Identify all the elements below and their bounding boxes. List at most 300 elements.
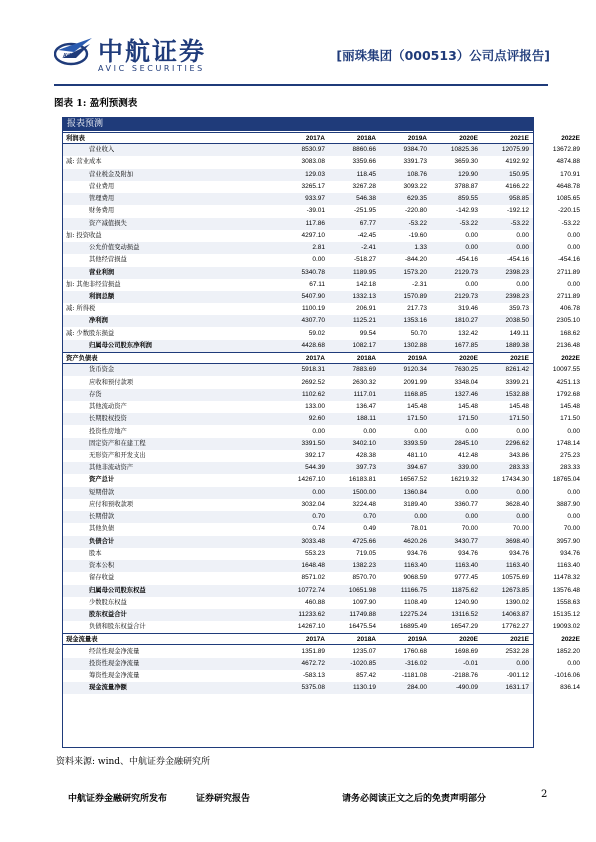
row-cell-2019A: 0.00 bbox=[414, 427, 427, 435]
row-cell-2020E: 0.00 bbox=[465, 513, 478, 521]
row-cell-2018A: 1235.07 bbox=[352, 647, 376, 655]
footer-publisher: 中航证券金融研究所发布 bbox=[68, 794, 168, 804]
row-cell-2018A: 1125.21 bbox=[352, 317, 376, 325]
row-cell-2019A: 4620.26 bbox=[403, 537, 427, 545]
row-cell-2019A: 9068.59 bbox=[403, 574, 427, 582]
row-cell-2019A: 0.00 bbox=[414, 513, 427, 521]
row-cell-2017A: 5340.78 bbox=[301, 268, 325, 276]
table-row bbox=[63, 340, 580, 352]
page-header bbox=[0, 0, 596, 92]
row-cell-2021E: -53.22 bbox=[510, 219, 529, 227]
table-row bbox=[63, 658, 580, 670]
table-title: 报表预测 bbox=[63, 118, 533, 131]
row-cell-2020E: 1698.69 bbox=[454, 647, 478, 655]
row-cell-2020E: 13116.52 bbox=[451, 610, 478, 618]
row-cell-2022E: 934.76 bbox=[560, 549, 580, 557]
table-row bbox=[63, 597, 580, 609]
table-section-header bbox=[63, 132, 580, 144]
row-cell-2017A: 1648.48 bbox=[301, 562, 325, 570]
row-cell-2022E: 1558.63 bbox=[556, 598, 580, 606]
row-cell-2022E: 2022E bbox=[561, 636, 580, 644]
row-cell-2020E: 70.00 bbox=[461, 525, 478, 533]
row-cell-2020E: 0.00 bbox=[465, 231, 478, 239]
row-cell-2017A: 5375.08 bbox=[301, 684, 325, 692]
row-cell-2017A: -583.13 bbox=[302, 672, 325, 680]
row-cell-2020E: 2845.10 bbox=[454, 439, 478, 447]
row-cell-2021E: 2021E bbox=[510, 355, 529, 363]
row-cell-2020E: 16219.32 bbox=[450, 476, 478, 484]
table-row bbox=[63, 267, 580, 279]
row-cell-2020E: 934.76 bbox=[458, 549, 478, 557]
row-cell-2019A: 629.35 bbox=[407, 195, 427, 203]
row-cell-2018A: 1082.17 bbox=[352, 341, 376, 349]
row-cell-2020E: -490.09 bbox=[455, 684, 478, 692]
row-cell-2021E: 0.00 bbox=[516, 513, 529, 521]
row-cell-2019A: -1181.08 bbox=[401, 672, 427, 680]
row-cell-2018A: 857.42 bbox=[356, 672, 376, 680]
row-label: 资产负债表 bbox=[66, 355, 98, 363]
row-label: 净利润 bbox=[89, 317, 108, 325]
avic-plane-logo-icon bbox=[54, 34, 94, 66]
row-cell-2020E: 319.46 bbox=[458, 305, 478, 313]
row-cell-2017A: 67.11 bbox=[309, 280, 325, 288]
table-row bbox=[63, 450, 580, 462]
row-cell-2020E: 0.00 bbox=[465, 427, 478, 435]
row-cell-2019A: 3189.40 bbox=[403, 500, 427, 508]
row-label: 其他经营损益 bbox=[89, 256, 127, 264]
row-cell-2020E: 129.90 bbox=[458, 170, 478, 178]
row-cell-2022E: 0.00 bbox=[567, 231, 580, 239]
row-cell-2022E: 1852.20 bbox=[556, 647, 580, 655]
row-cell-2022E: 145.48 bbox=[560, 403, 580, 411]
row-cell-2022E: 2711.89 bbox=[556, 268, 580, 276]
row-cell-2020E: 1240.90 bbox=[454, 598, 478, 606]
row-cell-2021E: 8261.42 bbox=[505, 366, 529, 374]
row-cell-2018A: 0.49 bbox=[363, 525, 376, 533]
row-label: 资本公积 bbox=[89, 562, 115, 570]
row-label: 应付和预收款项 bbox=[89, 500, 134, 508]
row-cell-2020E: 3348.04 bbox=[454, 378, 478, 386]
row-cell-2019A: 284.00 bbox=[407, 684, 427, 692]
row-cell-2019A: 2019A bbox=[407, 135, 427, 142]
row-cell-2021E: 171.50 bbox=[509, 415, 529, 423]
row-cell-2019A: -19.60 bbox=[408, 231, 427, 239]
row-cell-2017A: 92.60 bbox=[308, 415, 325, 423]
row-cell-2018A: 16183.81 bbox=[348, 476, 376, 484]
table-row bbox=[63, 377, 580, 389]
row-cell-2021E: 4166.22 bbox=[505, 182, 529, 190]
row-cell-2022E: 406.78 bbox=[560, 305, 580, 313]
row-cell-2022E: 4874.88 bbox=[556, 158, 580, 166]
row-label: 利润总额 bbox=[89, 292, 115, 300]
row-cell-2022E: 1085.65 bbox=[556, 195, 580, 203]
row-cell-2019A: 1760.68 bbox=[403, 647, 427, 655]
row-cell-2017A: 1100.19 bbox=[301, 305, 325, 313]
row-cell-2021E: 1390.02 bbox=[505, 598, 529, 606]
row-cell-2019A: 145.48 bbox=[407, 403, 427, 411]
row-cell-2017A: 2017A bbox=[305, 135, 325, 142]
table-row bbox=[63, 572, 580, 584]
table-row bbox=[63, 536, 580, 548]
table-row bbox=[63, 413, 580, 425]
row-cell-2017A: 933.97 bbox=[305, 195, 325, 203]
row-cell-2022E: 0.00 bbox=[567, 244, 580, 252]
row-label: 其他非流动资产 bbox=[89, 464, 134, 472]
row-cell-2022E: 70.00 bbox=[563, 525, 580, 533]
row-cell-2021E: 3628.40 bbox=[505, 500, 529, 508]
row-cell-2017A: 59.02 bbox=[308, 329, 325, 337]
row-label: 固定资产和在建工程 bbox=[89, 439, 146, 447]
table-row bbox=[63, 474, 580, 486]
row-cell-2021E: -454.16 bbox=[506, 256, 529, 264]
table-row bbox=[63, 218, 580, 230]
table-row bbox=[63, 144, 580, 156]
row-label: 利润表 bbox=[66, 135, 85, 142]
row-cell-2017A: 4672.72 bbox=[301, 659, 325, 667]
row-cell-2017A: 14267.10 bbox=[297, 476, 325, 484]
row-cell-2017A: 4428.68 bbox=[301, 341, 325, 349]
row-label: 负债和股东权益合计 bbox=[89, 623, 146, 631]
table-row bbox=[63, 487, 580, 499]
row-cell-2018A: 2018A bbox=[356, 355, 376, 363]
row-cell-2021E: -901.12 bbox=[506, 672, 529, 680]
table-row bbox=[63, 670, 580, 682]
row-cell-2017A: 544.39 bbox=[305, 464, 325, 472]
row-label: 留存收益 bbox=[89, 574, 115, 582]
row-label: 短期借款 bbox=[89, 488, 115, 496]
row-cell-2017A: 553.23 bbox=[305, 549, 325, 557]
row-cell-2022E: -1016.06 bbox=[554, 672, 580, 680]
row-cell-2018A: 1332.13 bbox=[352, 292, 376, 300]
row-cell-2019A: -220.80 bbox=[404, 207, 427, 215]
row-cell-2019A: 934.76 bbox=[407, 549, 427, 557]
row-cell-2019A: 1163.40 bbox=[403, 562, 427, 570]
row-cell-2021E: 17762.27 bbox=[501, 623, 529, 631]
row-label: 应收和预付款项 bbox=[89, 378, 134, 386]
row-cell-2021E: -192.12 bbox=[506, 207, 529, 215]
row-cell-2018A: 188.11 bbox=[356, 415, 376, 423]
table-row bbox=[63, 389, 580, 401]
table-row bbox=[63, 254, 580, 266]
row-cell-2021E: 12075.99 bbox=[501, 146, 529, 154]
row-cell-2018A: 1097.90 bbox=[352, 598, 376, 606]
row-cell-2021E: 149.11 bbox=[509, 329, 529, 337]
row-cell-2019A: 1573.20 bbox=[403, 268, 427, 276]
row-cell-2022E: 275.23 bbox=[560, 451, 580, 459]
row-cell-2018A: 0.00 bbox=[363, 427, 376, 435]
row-cell-2022E: 11478.32 bbox=[553, 574, 580, 582]
row-cell-2020E: 0.00 bbox=[465, 488, 478, 496]
table-section-header bbox=[63, 633, 580, 645]
row-cell-2019A: 2019A bbox=[407, 355, 427, 363]
row-cell-2022E: 1748.14 bbox=[556, 439, 580, 447]
row-cell-2018A: 11749.88 bbox=[349, 610, 376, 618]
row-cell-2021E: 3399.21 bbox=[505, 378, 529, 386]
row-label: 加: 投资收益 bbox=[66, 231, 102, 239]
row-cell-2019A: 12275.24 bbox=[399, 610, 427, 618]
row-cell-2017A: 14267.10 bbox=[297, 623, 325, 631]
row-cell-2020E: 339.00 bbox=[458, 464, 478, 472]
table-row bbox=[63, 315, 580, 327]
table-row bbox=[63, 169, 580, 181]
row-cell-2018A: 16475.54 bbox=[348, 623, 376, 631]
row-cell-2019A: 1108.49 bbox=[403, 598, 427, 606]
row-cell-2018A: 546.38 bbox=[356, 195, 376, 203]
row-cell-2017A: 8530.97 bbox=[301, 146, 325, 154]
row-cell-2021E: 0.00 bbox=[516, 231, 529, 239]
row-label: 其他流动资产 bbox=[89, 403, 127, 411]
row-cell-2018A: 1117.01 bbox=[353, 390, 376, 398]
row-label: 现金流量表 bbox=[66, 636, 98, 644]
row-cell-2020E: -2188.76 bbox=[452, 672, 478, 680]
row-cell-2022E: 2305.10 bbox=[556, 317, 580, 325]
row-cell-2017A: 2017A bbox=[305, 355, 325, 363]
row-cell-2022E: 0.00 bbox=[567, 659, 580, 667]
row-cell-2019A: 78.01 bbox=[410, 525, 427, 533]
row-cell-2020E: 3788.87 bbox=[454, 182, 478, 190]
row-label: 投资性房地产 bbox=[89, 427, 127, 435]
row-cell-2019A: 394.67 bbox=[407, 464, 427, 472]
row-cell-2018A: 136.47 bbox=[356, 403, 376, 411]
row-cell-2019A: 217.73 bbox=[407, 305, 427, 313]
row-cell-2020E: 1163.40 bbox=[454, 562, 478, 570]
row-cell-2021E: 2398.23 bbox=[505, 292, 529, 300]
company-logo-cn: 中航证券 bbox=[98, 37, 207, 66]
row-cell-2017A: 0.00 bbox=[312, 488, 325, 496]
row-cell-2018A: 719.05 bbox=[356, 549, 376, 557]
row-cell-2021E: 1532.88 bbox=[505, 390, 529, 398]
row-cell-2022E: 4648.78 bbox=[556, 182, 580, 190]
row-cell-2022E: 0.00 bbox=[567, 427, 580, 435]
table-row bbox=[63, 560, 580, 572]
row-cell-2017A: 0.74 bbox=[312, 525, 325, 533]
row-label: 减: 营业成本 bbox=[66, 158, 102, 166]
row-cell-2017A: 460.88 bbox=[305, 598, 325, 606]
table-row bbox=[63, 548, 580, 560]
row-cell-2019A: 1.33 bbox=[414, 244, 427, 252]
table-row bbox=[63, 279, 580, 291]
row-cell-2017A: 3391.50 bbox=[301, 439, 325, 447]
row-cell-2021E: 1631.17 bbox=[505, 684, 529, 692]
row-label: 管理费用 bbox=[89, 195, 115, 203]
row-cell-2017A: 1351.89 bbox=[301, 647, 325, 655]
footer-disclaimer: 请务必阅读正文之后的免责声明部分 bbox=[342, 794, 487, 804]
row-cell-2019A: 2091.99 bbox=[403, 378, 427, 386]
table-row bbox=[63, 156, 580, 168]
row-label: 股本 bbox=[89, 549, 102, 557]
row-label: 营业费用 bbox=[89, 182, 115, 190]
row-cell-2019A: 3093.22 bbox=[403, 182, 427, 190]
row-cell-2019A: -844.20 bbox=[404, 256, 427, 264]
row-label: 资产减值损失 bbox=[89, 219, 127, 227]
row-cell-2022E: 2711.89 bbox=[556, 292, 580, 300]
row-cell-2022E: 836.14 bbox=[560, 684, 580, 692]
row-cell-2018A: 67.77 bbox=[359, 219, 376, 227]
row-cell-2018A: 1130.19 bbox=[352, 684, 376, 692]
row-label: 公允价值变动损益 bbox=[89, 244, 140, 252]
row-cell-2018A: 428.38 bbox=[356, 451, 376, 459]
table-row bbox=[63, 181, 580, 193]
row-cell-2021E: 14063.87 bbox=[501, 610, 529, 618]
row-cell-2020E: 145.48 bbox=[458, 403, 478, 411]
row-cell-2019A: 2019A bbox=[407, 636, 427, 644]
row-cell-2019A: 1360.84 bbox=[403, 488, 427, 496]
row-cell-2021E: 17434.30 bbox=[501, 476, 529, 484]
table-row bbox=[63, 511, 580, 523]
row-cell-2020E: 9777.45 bbox=[454, 574, 478, 582]
row-cell-2019A: -53.22 bbox=[408, 219, 427, 227]
row-cell-2021E: 2398.23 bbox=[505, 268, 529, 276]
row-cell-2020E: 132.42 bbox=[458, 329, 478, 337]
row-cell-2020E: 2129.73 bbox=[454, 292, 478, 300]
row-cell-2017A: 4307.70 bbox=[301, 317, 325, 325]
row-cell-2022E: 171.50 bbox=[560, 415, 580, 423]
row-cell-2019A: 1302.88 bbox=[403, 341, 427, 349]
row-label: 股东权益合计 bbox=[89, 610, 127, 618]
row-cell-2018A: 99.54 bbox=[359, 329, 376, 337]
row-cell-2019A: -316.02 bbox=[404, 659, 427, 667]
row-cell-2019A: 9384.70 bbox=[403, 146, 427, 154]
row-cell-2017A: -39.01 bbox=[306, 207, 325, 215]
row-cell-2017A: 117.86 bbox=[305, 219, 325, 227]
row-cell-2018A: 2018A bbox=[356, 636, 376, 644]
page-number: 2 bbox=[541, 789, 548, 800]
row-cell-2022E: 0.00 bbox=[567, 513, 580, 521]
row-label: 存货 bbox=[89, 390, 102, 398]
row-cell-2020E: 7630.25 bbox=[454, 366, 478, 374]
row-label: 投资性现金净流量 bbox=[89, 659, 140, 667]
row-cell-2022E: 4251.13 bbox=[556, 378, 580, 386]
row-cell-2018A: 3402.10 bbox=[352, 439, 376, 447]
row-cell-2022E: 13576.48 bbox=[552, 586, 580, 594]
header-divider bbox=[54, 84, 548, 86]
row-cell-2020E: -0.01 bbox=[463, 659, 478, 667]
row-cell-2022E: 168.62 bbox=[560, 329, 580, 337]
row-label: 经营性现金净流量 bbox=[89, 647, 140, 655]
row-cell-2019A: 1168.85 bbox=[403, 390, 427, 398]
row-cell-2022E: 13672.89 bbox=[552, 146, 580, 154]
row-cell-2021E: 12673.85 bbox=[501, 586, 529, 594]
row-cell-2021E: 934.76 bbox=[509, 549, 529, 557]
row-cell-2017A: 0.70 bbox=[312, 513, 325, 521]
row-cell-2017A: 3265.17 bbox=[301, 182, 325, 190]
row-cell-2021E: 2038.50 bbox=[505, 317, 529, 325]
table-row bbox=[63, 364, 580, 376]
table-row bbox=[63, 328, 580, 340]
row-cell-2020E: 1810.27 bbox=[454, 317, 478, 325]
row-label: 资产总计 bbox=[89, 476, 115, 484]
row-cell-2018A: 3267.28 bbox=[352, 182, 376, 190]
row-cell-2022E: 283.33 bbox=[560, 464, 580, 472]
report-title: [丽珠集团（000513）公司点评报告] bbox=[336, 48, 550, 63]
row-cell-2022E: -53.22 bbox=[561, 219, 580, 227]
row-cell-2022E: -454.16 bbox=[557, 256, 580, 264]
row-cell-2022E: 10097.55 bbox=[552, 366, 580, 374]
company-logo-en: AVIC SECURITIES bbox=[98, 64, 205, 73]
row-cell-2018A: 3359.66 bbox=[352, 158, 376, 166]
table-row bbox=[63, 426, 580, 438]
row-cell-2020E: 1327.46 bbox=[454, 390, 478, 398]
row-label: 其他负债 bbox=[89, 525, 115, 533]
row-cell-2017A: 133.00 bbox=[305, 403, 325, 411]
row-cell-2022E: 19093.02 bbox=[552, 623, 580, 631]
row-cell-2017A: 11233.62 bbox=[298, 610, 325, 618]
row-label: 少数股东权益 bbox=[89, 598, 127, 606]
row-cell-2020E: 412.48 bbox=[458, 451, 478, 459]
row-cell-2021E: 70.00 bbox=[512, 525, 529, 533]
row-cell-2019A: 3391.73 bbox=[403, 158, 427, 166]
row-cell-2020E: 2020E bbox=[459, 135, 478, 142]
row-cell-2022E: 3957.90 bbox=[556, 537, 580, 545]
row-cell-2018A: -1020.85 bbox=[350, 659, 376, 667]
row-cell-2017A: 0.00 bbox=[312, 427, 325, 435]
row-cell-2018A: 397.73 bbox=[356, 464, 376, 472]
row-cell-2020E: 0.00 bbox=[465, 244, 478, 252]
row-cell-2017A: 10772.74 bbox=[297, 586, 325, 594]
row-cell-2018A: 3224.48 bbox=[352, 500, 376, 508]
row-cell-2018A: -42.45 bbox=[357, 231, 376, 239]
row-cell-2017A: 129.03 bbox=[305, 170, 325, 178]
row-cell-2022E: 1792.68 bbox=[556, 390, 580, 398]
row-cell-2021E: 343.86 bbox=[509, 451, 529, 459]
row-cell-2019A: -2.31 bbox=[412, 280, 427, 288]
table-row bbox=[63, 682, 580, 694]
row-label: 归属母公司股东权益 bbox=[89, 586, 146, 594]
row-label: 加: 其他非经营损益 bbox=[66, 280, 121, 288]
row-cell-2021E: 2021E bbox=[510, 135, 529, 142]
row-cell-2022E: 0.00 bbox=[567, 488, 580, 496]
row-cell-2017A: 5918.31 bbox=[301, 366, 325, 374]
row-cell-2020E: 3360.77 bbox=[454, 500, 478, 508]
row-cell-2018A: 7883.69 bbox=[352, 366, 376, 374]
row-cell-2019A: 1353.16 bbox=[403, 317, 427, 325]
row-cell-2021E: 2532.28 bbox=[505, 647, 529, 655]
row-label: 负债合计 bbox=[89, 537, 115, 545]
row-label: 长期股权投资 bbox=[89, 415, 127, 423]
row-cell-2021E: 1163.40 bbox=[505, 562, 529, 570]
row-cell-2019A: 9120.34 bbox=[403, 366, 427, 374]
row-cell-2021E: 2021E bbox=[510, 636, 529, 644]
row-cell-2018A: 2630.32 bbox=[352, 378, 376, 386]
table-row bbox=[63, 303, 580, 315]
table-row bbox=[63, 621, 580, 633]
row-cell-2018A: 0.70 bbox=[363, 513, 376, 521]
row-cell-2021E: 359.73 bbox=[509, 305, 529, 313]
row-cell-2017A: 8571.02 bbox=[301, 574, 325, 582]
row-cell-2018A: 8860.66 bbox=[352, 146, 376, 154]
table-row bbox=[63, 291, 580, 303]
table-row bbox=[63, 646, 580, 658]
table-row bbox=[63, 523, 580, 535]
row-cell-2018A: 2018A bbox=[356, 135, 376, 142]
row-cell-2022E: 1163.40 bbox=[556, 562, 580, 570]
row-cell-2018A: 1500.00 bbox=[352, 488, 376, 496]
row-cell-2020E: 2020E bbox=[459, 636, 478, 644]
row-label: 财务费用 bbox=[89, 207, 115, 215]
table-row bbox=[63, 462, 580, 474]
figure-caption: 图表 1: 盈利预测表 bbox=[54, 98, 138, 109]
row-cell-2018A: 10651.98 bbox=[348, 586, 376, 594]
row-cell-2019A: 108.76 bbox=[407, 170, 427, 178]
table-row bbox=[63, 205, 580, 217]
row-cell-2022E: 2022E bbox=[561, 355, 580, 363]
row-cell-2019A: 1570.89 bbox=[403, 292, 427, 300]
table-row bbox=[63, 401, 580, 413]
row-cell-2020E: 10825.36 bbox=[450, 146, 478, 154]
row-cell-2022E: 3887.90 bbox=[556, 500, 580, 508]
row-cell-2017A: 0.00 bbox=[312, 256, 325, 264]
row-cell-2021E: 4192.92 bbox=[505, 158, 529, 166]
